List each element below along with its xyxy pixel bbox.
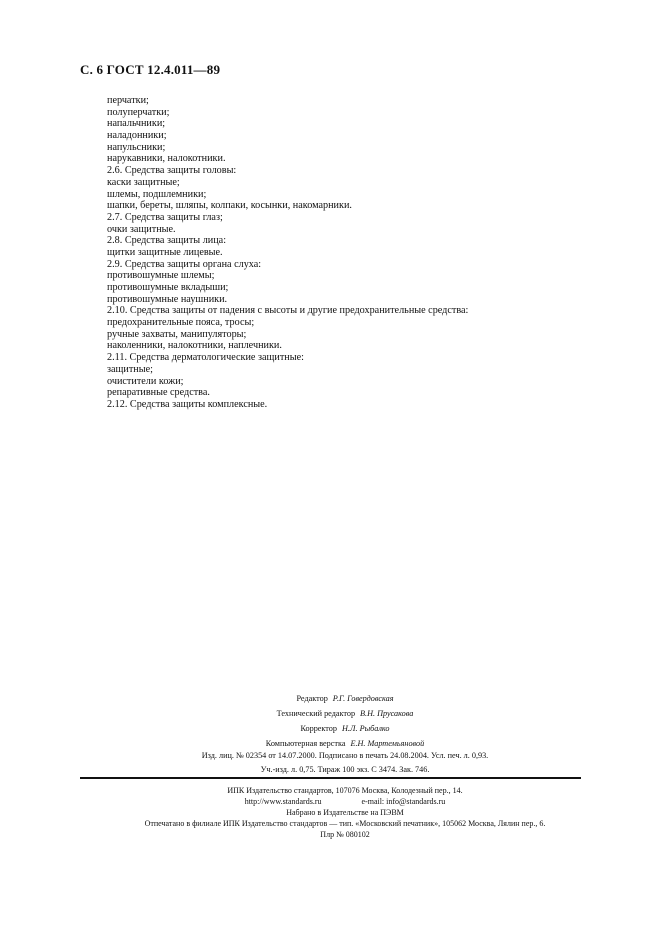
body-line: очки защитные. [107,223,176,235]
body-line: противошумные шлемы; [107,270,215,282]
typeset-note: Набрано в Издательстве на ПЭВМ [286,808,404,817]
body-line: каски защитные; [107,176,180,188]
body-line: предохранительные пояса, тросы; [107,317,255,329]
credit-role: Редактор [296,694,328,703]
credit-editor [0,694,661,703]
credit-role: Корректор [300,724,337,733]
divider-rule [80,777,581,779]
body-line: щитки защитные лицевые. [107,246,223,258]
body-line: противошумные наушники. [107,293,228,305]
section-heading: 2.10. Средства защиты от падения с высоты и другие предохранительные средства: [107,305,469,317]
body-line: шапки, береты, шляпы, колпаки, косынки, накомарники. [107,200,352,212]
body-line: репаративные средства. [107,387,210,399]
body-line: противошумные вкладыши; [107,282,229,293]
printed-note: Отпечатано в филиале ИПК Издательство стандартов — тип. «Московский печатник», 105062 Москва, Лялин пер., 6. [144,819,546,828]
section-heading: 2.6. Средства защиты головы: [107,165,237,177]
body-line: наколенники, налокотники, наплечники. [107,340,282,352]
license-number: Плр № 080102 [320,830,370,839]
credit-name: Е.Н. Мартемьяновой [350,739,425,748]
section-heading: 2.12. Средства защиты комплексные. [107,398,268,410]
body-line: шлемы, подшлемники; [107,188,207,200]
publisher-url: http://www.standards.ru [244,797,322,806]
body-line: перчатки; [107,95,149,106]
section-heading: 2.8. Средства защиты лица: [107,235,227,247]
body-line: очистители кожи; [107,375,184,387]
credit-name: В.Н. Прусакова [360,709,414,718]
publication-line-1: Изд. лиц. № 02354 от 14.07.2000. Подписано в печать 24.08.2004. Усл. печ. л. 0,93. [201,751,489,760]
section-heading: 2.11. Средства дерматологические защитные: [107,352,304,364]
publisher-email: e-mail: info@standards.ru [361,797,446,806]
credit-layout [0,739,661,748]
credit-role: Компьютерная верстка [265,739,346,748]
section-heading: 2.9. Средства защиты органа слуха: [107,258,262,270]
body-line: полуперчатки; [107,106,170,118]
publisher-address: ИПК Издательство стандартов, 107076 Москва, Колодезный пер., 14. [227,786,463,795]
body-line: защитные; [107,363,153,375]
publication-line-2: Уч.-изд. л. 0,75. Тираж 100 экз. С 3474. Зак. 746. [260,765,430,774]
body-line: наладонники; [107,130,167,142]
credit-corrector [0,724,661,733]
credit-role: Технический редактор [276,709,356,718]
body-line: напальчники; [107,118,166,130]
body-line: ручные захваты, манипуляторы; [107,328,247,340]
page-header: С. 6 ГОСТ 12.4.011—89 [80,62,221,77]
document-body [107,95,468,411]
credit-name: Н.Л. Рыбалко [341,724,390,733]
imprint [0,785,661,840]
section-heading: 2.7. Средства защиты глаз; [107,211,223,223]
body-line: нарукавники, налокотники. [107,153,226,165]
credit-name: Р.Г. Говердовская [332,694,394,703]
body-line: напульсники; [107,141,166,153]
credit-tech-editor [0,709,661,718]
